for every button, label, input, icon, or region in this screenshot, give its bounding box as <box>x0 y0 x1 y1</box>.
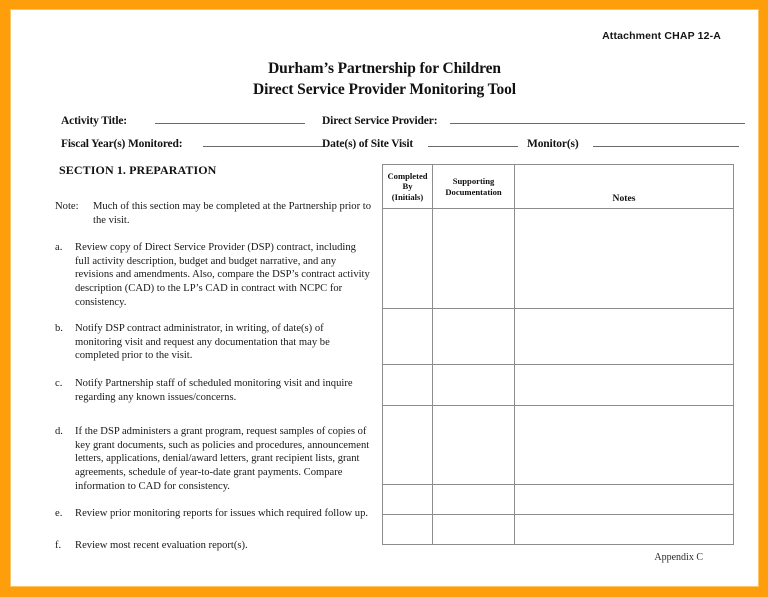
column-header-notes-label: Notes <box>612 192 636 204</box>
column-header-supporting-documentation-line-2: Documentation <box>445 186 502 197</box>
column-header-supporting-documentation-line-1: Supporting <box>452 176 495 187</box>
checklist-item-f-text: Review most recent evaluation report(s). <box>75 539 248 551</box>
field-monitors-input[interactable] <box>593 135 739 147</box>
cell-completed-by[interactable] <box>383 406 433 485</box>
cell-supporting-documentation[interactable] <box>433 365 515 406</box>
preparation-note-text: Much of this section may be completed at the Partnership prior to the visit. <box>93 201 372 226</box>
document-page <box>11 10 758 586</box>
checklist-item-e-text: Review prior monitoring reports for issues which required follow up. <box>75 508 369 520</box>
table-row <box>383 406 734 485</box>
form-field-row-1 <box>11 110 758 132</box>
table-row <box>383 309 734 365</box>
field-activity-title-input[interactable] <box>155 112 305 124</box>
cell-supporting-documentation[interactable] <box>433 309 515 365</box>
field-fiscal-years-monitored[interactable] <box>61 135 323 150</box>
cell-completed-by[interactable] <box>383 485 433 515</box>
preparation-note-marker: Note: <box>55 201 79 212</box>
cell-supporting-documentation[interactable] <box>433 406 515 485</box>
checklist-item-a-text: Review copy of Direct Service Provider (DSP) contract, including full activity description, budget and budget narrative, and any revisions and amendments. Also, compare the DSP’s contract activity description (CAD) to the LP’s CAD in contract with NCPC for consistency. <box>75 242 370 308</box>
checklist-item-c <box>55 377 373 404</box>
cell-notes[interactable] <box>515 309 734 365</box>
field-direct-service-provider[interactable] <box>322 112 745 127</box>
page-title-line-2: Direct Service Provider Monitoring Tool <box>252 81 516 98</box>
checklist-item-e-marker: e. <box>55 508 63 520</box>
page-title-line-1: Durham’s Partnership for Children <box>268 60 501 77</box>
cell-notes[interactable] <box>515 515 734 545</box>
column-header-completed-by-line-1: Completed <box>387 171 428 182</box>
cell-supporting-documentation[interactable] <box>433 209 515 309</box>
checklist-item-c-marker: c. <box>55 377 63 389</box>
column-header-supporting-documentation <box>433 165 515 209</box>
checklist-item-e <box>55 507 373 521</box>
cell-notes[interactable] <box>515 406 734 485</box>
checklist-item-d <box>55 425 373 493</box>
checklist-item-b-marker: b. <box>55 323 63 335</box>
form-field-row-2 <box>11 133 758 155</box>
table-row <box>383 515 734 545</box>
checklist-item-f <box>55 539 373 553</box>
checklist-item-b <box>55 322 373 363</box>
field-direct-service-provider-label: Direct Service Provider: <box>322 115 438 127</box>
field-dates-of-site-visit-input[interactable] <box>428 135 518 147</box>
footer-appendix-label: Appendix C <box>654 552 703 563</box>
field-monitors-label: Monitor(s) <box>527 138 579 150</box>
cell-notes[interactable] <box>515 365 734 406</box>
field-dates-of-site-visit-label: Date(s) of Site Visit <box>322 138 414 150</box>
column-header-completed-by <box>383 165 433 209</box>
field-monitors[interactable] <box>527 135 739 150</box>
checklist-item-b-text: Notify DSP contract administrator, in writing, of date(s) of monitoring visit and request any documentation that may be completed prior to the visit. <box>75 323 330 362</box>
document-title-block <box>11 58 758 100</box>
cell-completed-by[interactable] <box>383 209 433 309</box>
table-row <box>383 365 734 406</box>
cell-completed-by[interactable] <box>383 515 433 545</box>
table-row <box>383 209 734 309</box>
column-header-completed-by-line-2: By <box>402 181 413 192</box>
attachment-reference-label: Attachment CHAP 12-A <box>602 30 721 42</box>
preparation-note <box>55 200 373 227</box>
form-header-fields <box>11 110 758 156</box>
section-heading: SECTION 1. PREPARATION <box>59 163 217 177</box>
table-row <box>383 485 734 515</box>
monitoring-response-table <box>382 164 734 545</box>
checklist-item-a-marker: a. <box>55 242 63 254</box>
table-header-row <box>383 165 734 209</box>
cell-supporting-documentation[interactable] <box>433 485 515 515</box>
column-header-notes <box>515 165 734 209</box>
checklist-item-a <box>55 241 373 309</box>
field-dates-of-site-visit[interactable] <box>322 135 518 150</box>
column-header-completed-by-line-3: (Initials) <box>391 191 424 202</box>
cell-notes[interactable] <box>515 209 734 309</box>
cell-completed-by[interactable] <box>383 309 433 365</box>
checklist-item-d-text: If the DSP administers a grant program, request samples of copies of key grant documents, such as policies and procedures, announcement letters, applications, denial/award letters, grant recipient lists, grant agreements, schedule of year-to-date grant payments. Compare information to CAD for consistency. <box>75 426 370 492</box>
field-fiscal-years-monitored-input[interactable] <box>203 135 323 147</box>
field-activity-title-label: Activity Title: <box>61 115 127 127</box>
field-direct-service-provider-input[interactable] <box>450 112 745 124</box>
checklist-item-d-marker: d. <box>55 426 63 438</box>
field-fiscal-years-monitored-label: Fiscal Year(s) Monitored: <box>61 138 183 150</box>
cell-supporting-documentation[interactable] <box>433 515 515 545</box>
checklist-item-f-marker: f. <box>55 539 62 551</box>
form-sheet <box>11 10 758 586</box>
cell-completed-by[interactable] <box>383 365 433 406</box>
checklist-item-c-text: Notify Partnership staff of scheduled monitoring visit and inquire regarding any known issues/concerns. <box>75 377 353 403</box>
cell-notes[interactable] <box>515 485 734 515</box>
preparation-checklist <box>55 200 373 552</box>
field-activity-title[interactable] <box>61 112 305 127</box>
